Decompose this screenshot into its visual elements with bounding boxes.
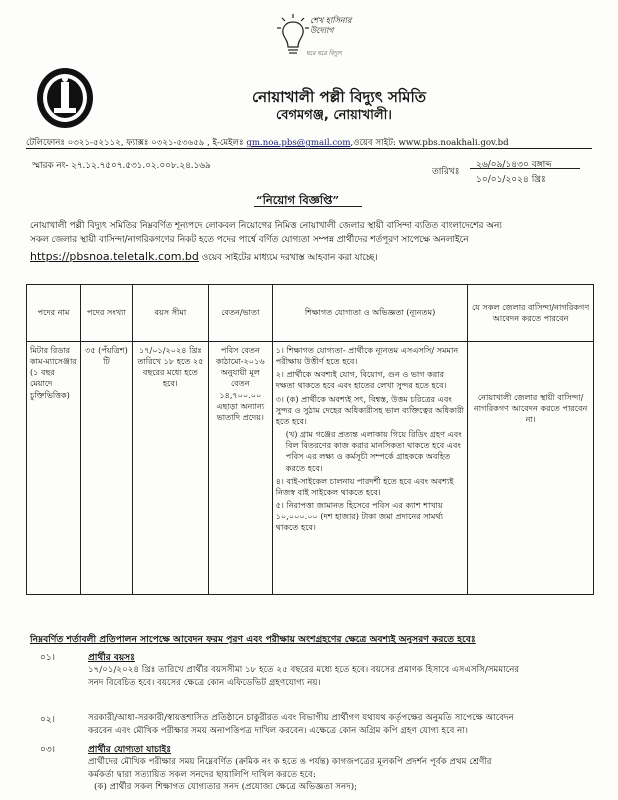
intro-line-3 bbox=[30, 248, 592, 266]
notice-intro bbox=[30, 220, 592, 265]
table-header-row bbox=[27, 285, 594, 342]
condition-3-line-2: কর্মকর্তা দ্বারা সত্যায়িত সকল সনদের ছায়ালিপি দাখিল করতে হবে: bbox=[88, 769, 316, 780]
date-divider bbox=[470, 168, 580, 169]
date-english: ১০/০১/২০২৪ খ্রিঃ bbox=[476, 175, 546, 185]
header-divider bbox=[26, 148, 592, 149]
qual-item-5: ৫। নিরাপত্তা জামানত হিসেবে পবিস এর ক্যাশ শাখায় ১০,০০০.০০ (দশ হাজার) টাকা জমা প্রদানের সামর্থ্য থাকতে হবে। bbox=[275, 500, 444, 533]
slogan-block bbox=[276, 4, 386, 66]
teletalk-link[interactable]: https://pbsnoa.teletalk.com.bd bbox=[30, 249, 199, 263]
cell-post: মিটার রিডার কাম-ম্যাসেঞ্জার (১ বছর মেয়াদে চুক্তিভিত্তিক) bbox=[27, 342, 81, 595]
condition-2-text bbox=[88, 712, 598, 737]
condition-3-heading: প্রার্থীর যোগ্যতা যাচাইঃ bbox=[88, 745, 172, 755]
website-text: ,ওয়েব সাইট: www.pbs.noakhali.gov.bd bbox=[350, 138, 509, 148]
cell-salary: পবিস বেতন কাঠামো-২০১৬ অনুযায়ী মূল বেতন ১৪,৭০০.০০ এছাড়া অন্যান্য ভাতাদি প্রদেয়। bbox=[208, 342, 272, 595]
date-label: তারিখঃ bbox=[432, 167, 460, 177]
qual-item-3b: (খ) গ্রাম গঞ্জের প্রত্যন্ত এলাকায় গিয়ে রিডিং গ্রহণ এবং বিল বিতরণের কাজ করার মানসিকতা থাকতে হবে এবং পবিস এর লক্ষ্য ও কর্মসূচী সম্পর্কে গ্রাহককে অবহিত করতে হবে। bbox=[285, 429, 462, 473]
date-bangla: ২৬/০৯/১৪৩০ বঙ্গাব্দ bbox=[476, 160, 552, 170]
contact-phone-fax: টেলিফোনঃ ০৩২১-৫২১১২, ফ্যাক্সঃ ০৩২১-৫৩৬৫৯ , ই-মেইলঃ bbox=[26, 138, 244, 148]
email-link[interactable]: gm.noa.pbs@gmail.com bbox=[246, 138, 351, 148]
condition-1-line-2: সনদ বিবেচিত হবে। বয়সের ক্ষেত্রে কোন এফিডেভিট গ্রহণযোগ্য নয়। bbox=[88, 677, 321, 688]
col-header-qualification: শিক্ষাগত যোগ্যতা ও অভিজ্ঞতা (ন্যূনতম) bbox=[272, 285, 467, 342]
condition-1-number: ০১। bbox=[40, 653, 55, 663]
org-location: বেগমগঞ্জ, নোয়াখালী। bbox=[276, 108, 392, 123]
condition-1-line-1: ১৭/০১/২০২৪ খ্রিঃ তারিখে প্রার্থীর বয়সসীমা ১৮ হতে ২৫ বছরের মধ্যে হতে হবে। বয়সের প্রমাণক হিসাবে এসএসসি/সমমানের bbox=[88, 665, 520, 675]
intro-line-3-text: ওয়েব সাইটের মাধ্যমে দরখাস্ত আহবান করা যাচ্ছে। bbox=[201, 252, 378, 263]
slogan-subtext: ঘরে ঘরে বিদ্যুৎ bbox=[306, 50, 342, 57]
qual-item-2: ২। প্রার্থীকে অবশ্যই যোগ, বিয়োগ, গুন ও ভাগ করার দক্ষতা থাকতে হবে এবং হাতের লেখা সুন্দর হতে হবে। bbox=[275, 369, 447, 391]
col-header-post: পদের নাম bbox=[27, 285, 81, 342]
cell-districts: নোয়াখালী জেলার স্থায়ী বাসিন্দা/নাগরিকগণ আবেদন করতে পারবেন না। bbox=[468, 342, 594, 595]
cell-count: ৩৫ (পঁয়ত্রিশ) টি bbox=[80, 342, 132, 595]
conditions-title: নিম্নবর্ণিত শর্তাবলী প্রতিপালন সাপেক্ষে আবেদন ফরম পূরণ এবং পরীক্ষায় অংশগ্রহণের ক্ষেত্রে অবশ্যই অনুসরণ করতে হবেঃ bbox=[30, 634, 476, 645]
condition-2-number: ০২। bbox=[40, 715, 55, 725]
col-header-count: পদের সংখ্যা bbox=[80, 285, 132, 342]
table-row bbox=[27, 342, 594, 595]
bulb-icon bbox=[276, 12, 310, 62]
col-header-salary: বেতন/ভাতা bbox=[208, 285, 272, 342]
condition-3-line-1: প্রার্থীদের মৌখিক পরীক্ষার সময় নিম্নেবর্ণিত (ক্রমিক নং ক হতে ঙ পর্যন্ত) কাগজপত্রের মূলকপি প্রদর্শন পূর্বক প্রথম শ্রেণীর bbox=[88, 757, 492, 767]
pbs-logo bbox=[34, 66, 96, 130]
condition-2-line-2: করবেন এবং মৌখিক পরীক্ষার সময় অনাপত্তিপত্র দাখিল করবেন। এক্ষেত্রে কোন অগ্রিম কপি গ্রহণ যোগ্য হবে না। bbox=[88, 725, 468, 736]
col-header-age: বয়স সীমা bbox=[132, 285, 208, 342]
qual-item-4: ৪। বাই-সাইকেল চালনায় পারদর্শী হতে হবে এবং অবশ্যই নিজস্ব বাই সাইকেল থাকতে হবে। bbox=[275, 475, 454, 497]
memo-number: স্মারক নং- ২৭.১২.৭৫০৭.৫৩১.০২.০০৮.২৪.১৬৯ bbox=[32, 161, 211, 171]
vacancy-table bbox=[26, 284, 594, 595]
notice-title-underline bbox=[254, 206, 362, 207]
org-name: নোয়াখালী পল্লী বিদ্যুৎ সমিতি bbox=[252, 88, 427, 106]
intro-line-1: নোয়াখালী পল্লী বিদ্যুৎ সমিতির নিম্নবর্ণিত শূন্যপদে লোকবল নিয়োগের নিমিত্ত নোয়াখালী জেলার স্থায়ী বাসিন্দা ব্যতিত বাংলাদেশের অন্য bbox=[30, 221, 502, 231]
condition-1-text bbox=[88, 664, 598, 689]
condition-2-line-1: সরকারী/আধা-সরকারী/স্বায়ত্তশাসিত প্রতিষ্ঠানে চাকুরীরত এবং বিভাগীয় প্রার্থীগণ যথাযথ কর্তৃপক্ষের অনুমতি সাপেক্ষে আবেদন bbox=[88, 713, 514, 723]
col-header-districts: যে সকল জেলার বাসিন্দা/নাগরিকগণ আবেদন করতে পারবেন bbox=[468, 285, 594, 342]
intro-line-2: সকল জেলার স্থায়ী বাসিন্দা/নাগরিকগণের নিকট হতে পদের পার্শ্বে বর্ণিত যোগ্যতা সম্পন্ন প্রার্থীদের শর্তপূরণ সাপেক্ষে অনলাইনে bbox=[30, 234, 469, 245]
condition-3-item-a: (ক) প্রার্থীর সকল শিক্ষাগত যোগ্যতার সনদ (প্রযোজ্য ক্ষেত্রে অভিজ্ঞতা সনদ); bbox=[94, 782, 358, 793]
qual-item-1: ১। শিক্ষাগত যোগ্যতা- প্রার্থীকে ন্যূনতম এসএসসি/ সমমান পরীক্ষায় উত্তীর্ণ হতে হবে। bbox=[275, 345, 459, 367]
condition-3-text bbox=[88, 756, 598, 794]
qual-item-3a: ৩। (ক) প্রার্থীকে অবশ্যই সৎ, বিশ্বস্ত, উত্তম চরিত্রের এবং সুন্দর ও সুঠাম দেহের অধিকারীসহ ভাল ব্যক্তিত্বের অধিকারী হতে হবে। bbox=[275, 393, 464, 426]
cell-age: ১৭/০১/২০২৪ খ্রিঃ তারিখে ১৮ হতে ২৫ বছরের মধ্যে হতে হবে। bbox=[132, 342, 208, 595]
notice-title: “নিয়োগ বিজ্ঞপ্তি” bbox=[256, 193, 340, 207]
condition-3-number: ০৩। bbox=[40, 745, 55, 755]
condition-1-heading: প্রার্থীর বয়সঃ bbox=[88, 653, 135, 663]
cell-qualification bbox=[272, 342, 467, 595]
slogan-text: শেখ হাসিনার উদ্যোগ bbox=[310, 16, 352, 35]
